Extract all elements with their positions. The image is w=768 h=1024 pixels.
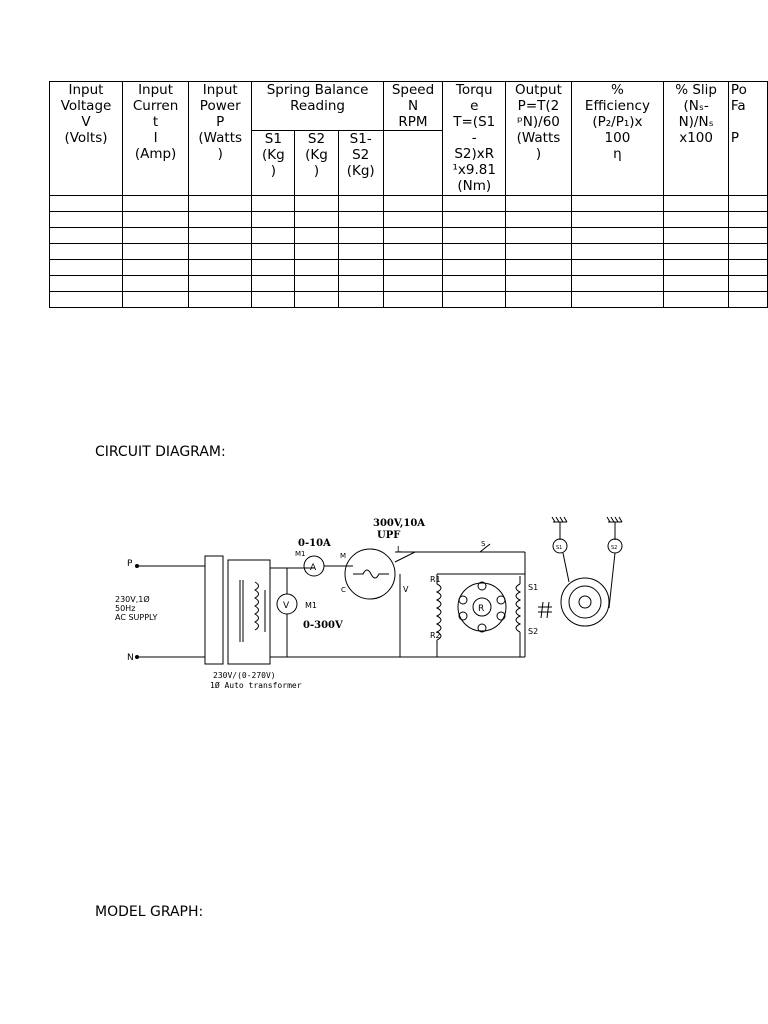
header-efficiency: % Efficiency (P₂/P₁)x 100 η — [571, 82, 664, 196]
table-cell — [123, 260, 189, 276]
table-row — [50, 196, 768, 212]
table-row — [50, 260, 768, 276]
table-cell — [728, 196, 767, 212]
header-s1-s2: S1- S2 (Kg) — [338, 131, 383, 196]
table-cell — [50, 276, 123, 292]
table-cell — [443, 260, 506, 276]
table-cell — [189, 276, 252, 292]
table-cell — [664, 228, 729, 244]
table-cell — [571, 260, 664, 276]
table-cell — [338, 212, 383, 228]
table-cell — [443, 276, 506, 292]
table-cell — [506, 228, 571, 244]
table-row — [50, 292, 768, 308]
table-row — [50, 228, 768, 244]
table-cell — [252, 196, 295, 212]
table-cell — [123, 244, 189, 260]
table-cell — [383, 212, 442, 228]
table-cell — [295, 196, 338, 212]
table-cell — [571, 276, 664, 292]
table-cell — [443, 292, 506, 308]
table-cell — [728, 292, 767, 308]
svg-text:1Ø Auto transformer: 1Ø Auto transformer — [210, 681, 302, 690]
autotransformer-coil — [255, 582, 259, 630]
table-cell — [338, 292, 383, 308]
table-cell — [189, 260, 252, 276]
table-cell — [338, 228, 383, 244]
table-cell — [123, 228, 189, 244]
table-cell — [728, 260, 767, 276]
table-cell — [252, 276, 295, 292]
autotransformer-body — [228, 560, 270, 664]
model-graph-caption: MODEL GRAPH: — [95, 904, 204, 920]
circuit-diagram-caption: CIRCUIT DIAGRAM: — [95, 444, 226, 460]
neutral-label: N — [127, 653, 134, 663]
table-cell — [295, 260, 338, 276]
svg-text:A: A — [310, 563, 317, 573]
table-cell — [123, 212, 189, 228]
svg-text:M: M — [340, 552, 347, 560]
table-row — [50, 276, 768, 292]
svg-text:V: V — [403, 585, 409, 594]
table-cell — [189, 228, 252, 244]
table-cell — [664, 260, 729, 276]
table-cell — [50, 212, 123, 228]
table-cell — [664, 244, 729, 260]
table-cell — [383, 244, 442, 260]
phase-label: P — [127, 559, 133, 569]
table-cell — [664, 196, 729, 212]
table-cell — [295, 212, 338, 228]
header-slip: % Slip (Nₛ- N)/Nₛ x100 — [664, 82, 729, 196]
table-cell — [506, 260, 571, 276]
table-cell — [50, 292, 123, 308]
table-cell — [571, 292, 664, 308]
header-power-factor: Po Fa P — [728, 82, 767, 196]
table-cell — [506, 196, 571, 212]
svg-text:L: L — [397, 545, 402, 554]
table-cell — [383, 260, 442, 276]
svg-text:S1: S1 — [556, 545, 563, 551]
table-cell — [443, 196, 506, 212]
table-cell — [383, 228, 442, 244]
svg-text:M1: M1 — [295, 550, 306, 558]
table-cell — [189, 212, 252, 228]
table-cell — [123, 276, 189, 292]
table-cell — [571, 228, 664, 244]
svg-text:50Hz: 50Hz — [115, 604, 136, 613]
svg-text:230V,1Ø: 230V,1Ø — [115, 595, 150, 604]
table-cell — [728, 244, 767, 260]
table-cell — [123, 292, 189, 308]
observation-table — [49, 81, 768, 308]
svg-text:230V/(0-270V): 230V/(0-270V) — [213, 671, 276, 680]
table-cell — [443, 212, 506, 228]
svg-text:S1: S1 — [528, 583, 539, 592]
table-cell — [50, 228, 123, 244]
table-cell — [295, 244, 338, 260]
svg-text:C: C — [341, 586, 346, 594]
table-cell — [664, 292, 729, 308]
table-cell — [295, 292, 338, 308]
table-cell — [443, 228, 506, 244]
svg-text:R2: R2 — [430, 631, 441, 640]
table-cell — [252, 244, 295, 260]
table-cell — [571, 244, 664, 260]
svg-text:AC SUPPLY: AC SUPPLY — [115, 613, 158, 622]
header-torque: Torqu e T=(S1 - S2)xR ¹x9.81 (Nm) — [443, 82, 506, 196]
header-speed-blank — [383, 131, 442, 196]
header-spring-balance: Spring Balance Reading — [252, 82, 384, 131]
table-cell — [338, 276, 383, 292]
header-output: Output P=T(2 ᵖN)/60 (Watts ) — [506, 82, 571, 196]
table-cell — [664, 276, 729, 292]
svg-text:V: V — [283, 601, 290, 611]
ammeter-range: 0-10A — [298, 538, 331, 549]
table-cell — [189, 292, 252, 308]
header-s1: S1 (Kg ) — [252, 131, 295, 196]
table-cell — [295, 276, 338, 292]
table-cell — [252, 260, 295, 276]
rotor-winding — [516, 584, 520, 632]
table-cell — [252, 212, 295, 228]
table-cell — [383, 292, 442, 308]
table-cell — [571, 196, 664, 212]
table-cell — [383, 276, 442, 292]
circuit-diagram — [115, 512, 640, 692]
table-cell — [506, 276, 571, 292]
table-cell — [506, 244, 571, 260]
header-input-voltage: Input Voltage V (Volts) — [50, 82, 123, 196]
table-cell — [728, 228, 767, 244]
table-row — [50, 212, 768, 228]
table-cell — [728, 276, 767, 292]
svg-text:R: R — [478, 604, 485, 614]
autotransformer-terminal-block — [205, 556, 223, 664]
header-speed: Speed N RPM — [383, 82, 442, 131]
svg-text:R1: R1 — [430, 575, 441, 584]
header-input-power: Input Power P (Watts ) — [189, 82, 252, 196]
voltmeter-range: 0-300V — [303, 620, 343, 631]
table-row — [50, 244, 768, 260]
brake-drum — [561, 578, 609, 626]
table-cell — [728, 212, 767, 228]
table-cell — [383, 196, 442, 212]
table-cell — [338, 244, 383, 260]
table-cell — [50, 196, 123, 212]
svg-text:M1: M1 — [305, 601, 317, 610]
table-cell — [123, 196, 189, 212]
table-cell — [443, 244, 506, 260]
svg-text:S2: S2 — [528, 627, 539, 636]
table-cell — [571, 212, 664, 228]
table-cell — [506, 212, 571, 228]
table-cell — [50, 260, 123, 276]
header-s2: S2 (Kg ) — [295, 131, 338, 196]
table-cell — [338, 260, 383, 276]
table-cell — [189, 196, 252, 212]
table-cell — [252, 228, 295, 244]
table-cell — [506, 292, 571, 308]
wattmeter-rating: 300V,10A — [373, 518, 426, 529]
table-cell — [295, 228, 338, 244]
table-cell — [664, 212, 729, 228]
header-input-current: Input Curren t I (Amp) — [123, 82, 189, 196]
table-cell — [252, 292, 295, 308]
svg-text:S2: S2 — [611, 545, 618, 551]
table-cell — [189, 244, 252, 260]
svg-text:S: S — [481, 540, 486, 548]
table-cell — [338, 196, 383, 212]
table-cell — [50, 244, 123, 260]
svg-text:UPF: UPF — [377, 530, 401, 541]
